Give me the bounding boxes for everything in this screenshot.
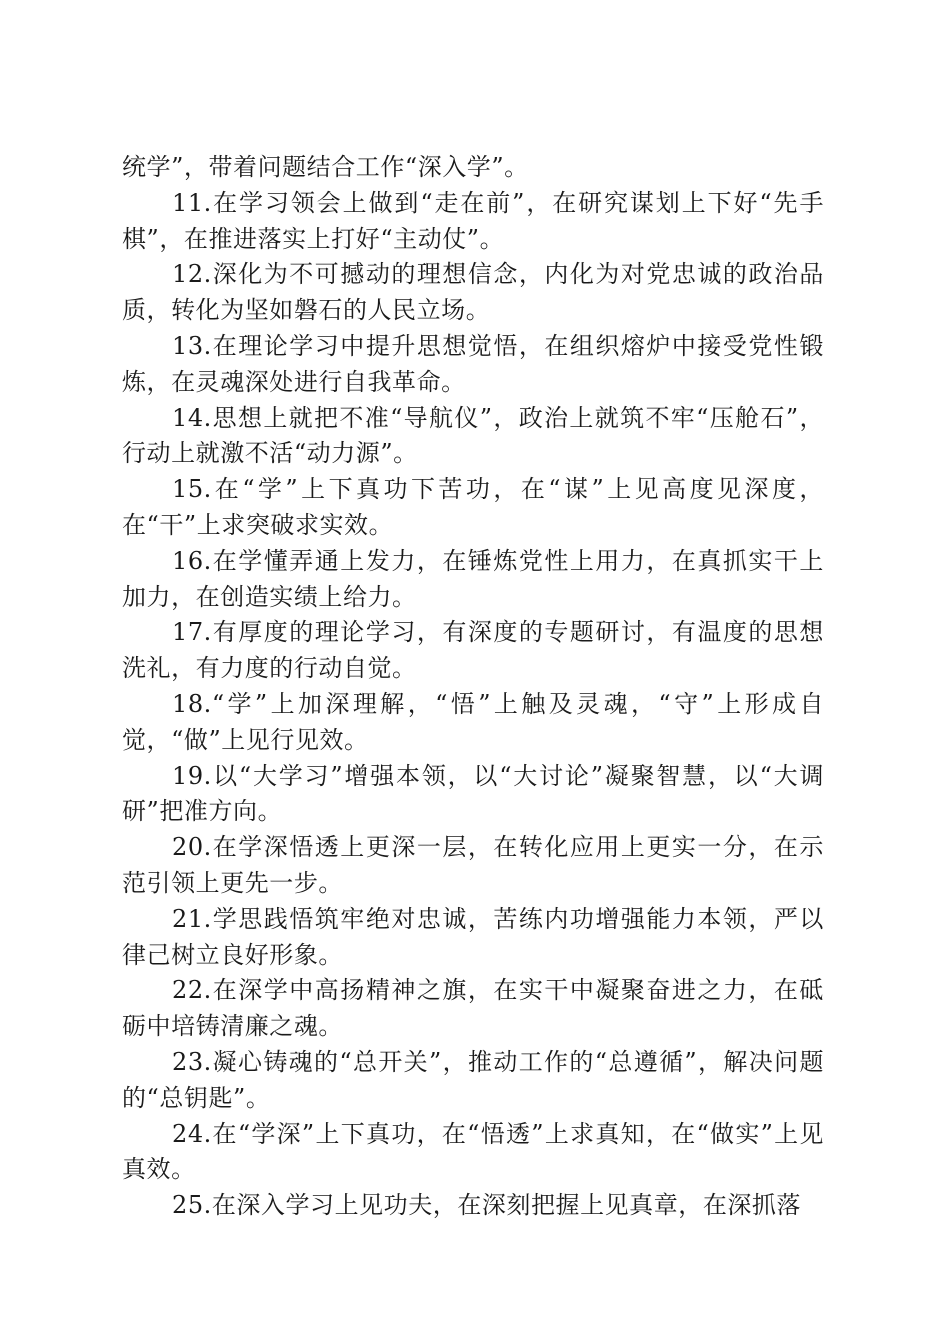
paragraph-item-14: 14.思想上就把不准“导航仪”，政治上就筑不牢“压舱石”，行动上就激不活“动力源”。 — [122, 403, 824, 468]
paragraph-item-12: 12.深化为不可撼动的理想信念，内化为对党忠诚的政治品质，转化为坚如磐石的人民立场。 — [122, 260, 824, 325]
paragraph-item-23: 23.凝心铸魂的“总开关”，推动工作的“总遵循”，解决问题的“总钥匙”。 — [122, 1047, 824, 1112]
paragraph-item-25: 25.在深入学习上见功夫，在深刻把握上见真章，在深抓落 — [172, 1191, 802, 1220]
document-body — [122, 150, 824, 1224]
paragraph-continuation: 统学”，带着问题结合工作“深入学”。 — [122, 153, 529, 181]
paragraph-item-17: 17.有厚度的理论学习，有深度的专题研讨，有温度的思想洗礼，有力度的行动自觉。 — [122, 618, 824, 683]
paragraph-item-19: 19.以“大学习”增强本领，以“大讨论”凝聚智慧，以“大调研”把准方向。 — [122, 761, 824, 826]
paragraph-item-20: 20.在学深悟透上更深一层，在转化应用上更实一分，在示范引领上更先一步。 — [122, 833, 824, 897]
paragraph-item-18: 18.“学”上加深理解，“悟”上触及灵魂，“守”上形成自觉，“做”上见行见效。 — [122, 689, 824, 754]
paragraph-item-16: 16.在学懂弄通上发力，在锤炼党性上用力，在真抓实干上加力，在创造实绩上给力。 — [122, 546, 824, 611]
paragraph-item-21: 21.学思践悟筑牢绝对忠诚，苦练内功增强能力本领，严以律己树立良好形象。 — [122, 904, 824, 969]
paragraph-item-22: 22.在深学中高扬精神之旗，在实干中凝聚奋进之力，在砥砺中培铸清廉之魂。 — [122, 976, 824, 1041]
paragraph-item-15: 15.在“学”上下真功下苦功，在“谋”上见高度见深度，在“干”上求突破求实效。 — [122, 475, 824, 539]
paragraph-item-24: 24.在“学深”上下真功，在“悟透”上求真知，在“做实”上见真效。 — [122, 1119, 824, 1184]
paragraph-item-13: 13.在理论学习中提升思想觉悟，在组织熔炉中接受党性锻炼，在灵魂深处进行自我革命。 — [122, 331, 824, 396]
paragraph-item-11: 11.在学习领会上做到“走在前”，在研究谋划上下好“先手棋”，在推进落实上打好“主动仗”。 — [122, 188, 824, 253]
